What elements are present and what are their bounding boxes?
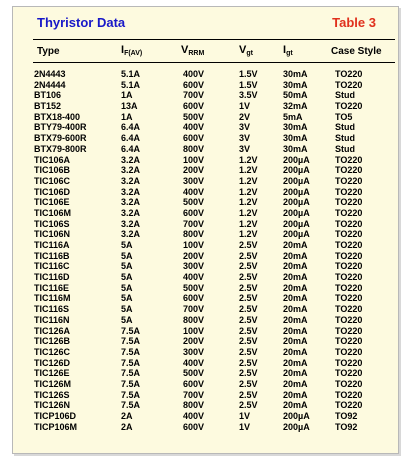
cell-case-style: TO220	[335, 400, 363, 411]
cell-reverse-voltage: 400V	[183, 357, 205, 368]
cell-reverse-voltage: 600V	[183, 293, 205, 304]
cell-gate-current: 30mA	[283, 69, 308, 79]
table-row	[13, 155, 398, 166]
cell-gate-voltage: 2.5V	[239, 240, 258, 250]
cell-gate-voltage: 1V	[239, 411, 251, 421]
cell-gate-voltage: 1.2V	[239, 197, 258, 208]
table-row	[13, 229, 398, 240]
cell-forward-current: 3.2A	[121, 197, 141, 208]
cell-reverse-voltage: 400V	[183, 69, 205, 79]
cell-case-style: TO220	[335, 336, 363, 347]
cell-case-style: TO5	[335, 111, 353, 122]
cell-gate-current: 20mA	[283, 314, 308, 325]
table-row	[13, 379, 398, 390]
cell-gate-current: 200µA	[283, 218, 310, 229]
cell-gate-voltage: 1.2V	[239, 207, 258, 218]
cell-type: TIC116N	[34, 314, 70, 325]
table-row	[13, 422, 398, 433]
cell-type: TIC126E	[34, 368, 70, 379]
cell-type: TIC106N	[34, 229, 71, 240]
cell-gate-current: 20mA	[283, 346, 308, 357]
cell-reverse-voltage: 300V	[183, 346, 205, 357]
cell-forward-current: 5.1A	[121, 69, 141, 79]
cell-forward-current: 13A	[121, 101, 138, 112]
table-row	[13, 315, 398, 326]
cell-forward-current: 7.5A	[121, 378, 141, 389]
table-row	[13, 122, 398, 133]
table-row	[13, 101, 398, 112]
cell-forward-current: 7.5A	[121, 357, 141, 368]
cell-reverse-voltage: 800V	[183, 400, 205, 411]
cell-gate-current: 20mA	[283, 250, 308, 261]
cell-gate-current: 20mA	[283, 304, 308, 315]
table-row	[13, 165, 398, 176]
cell-type: TIC106D	[34, 186, 71, 197]
cell-case-style: TO220	[335, 293, 363, 304]
cell-forward-current: 1A	[121, 90, 133, 101]
cell-reverse-voltage: 500V	[183, 282, 205, 293]
cell-forward-current: 7.5A	[121, 368, 141, 379]
table-row	[13, 261, 398, 272]
cell-case-style: TO220	[335, 282, 363, 293]
cell-case-style: TO220	[335, 240, 363, 250]
cell-case-style: TO220	[335, 229, 363, 240]
cell-type: 2N4444	[34, 79, 66, 90]
cell-type: BTX79-600R	[34, 133, 87, 144]
cell-type: TIC126B	[34, 336, 71, 347]
cell-case-style: Stud	[335, 122, 355, 133]
cell-case-style: Stud	[335, 133, 355, 144]
cell-forward-current: 5A	[121, 261, 133, 272]
cell-reverse-voltage: 500V	[183, 197, 205, 208]
cell-forward-current: 3.2A	[121, 154, 141, 165]
cell-reverse-voltage: 100V	[183, 154, 205, 165]
header-forward-current: $I_{F(AV)}$	[121, 44, 143, 57]
table-row	[13, 197, 398, 208]
cell-case-style: TO92	[335, 411, 358, 421]
cell-gate-current: 20mA	[283, 293, 308, 304]
table-row	[13, 283, 398, 294]
cell-reverse-voltage: 600V	[183, 378, 205, 389]
cell-case-style: TO92	[335, 421, 358, 432]
cell-type: TIC116C	[34, 261, 70, 272]
cell-gate-current: 20mA	[283, 368, 308, 379]
cell-type: TIC106C	[34, 175, 71, 186]
cell-reverse-voltage: 200V	[183, 250, 205, 261]
header-type: Type	[37, 46, 60, 57]
cell-type: TIC116A	[34, 240, 70, 250]
cell-reverse-voltage: 400V	[183, 122, 205, 133]
cell-gate-voltage: 2.5V	[239, 304, 258, 315]
cell-gate-current: 200µA	[283, 229, 310, 240]
header-reverse-voltage: $V_{RRM}$	[181, 44, 205, 57]
cell-reverse-voltage: 700V	[183, 304, 205, 315]
cell-case-style: TO220	[335, 314, 363, 325]
cell-type: TICP106D	[34, 411, 77, 421]
cell-forward-current: 5A	[121, 293, 133, 304]
cell-type: BTY79-400R	[34, 122, 87, 133]
table-row	[13, 69, 398, 80]
cell-gate-voltage: 3V	[239, 143, 251, 154]
cell-type: BTX79-800R	[34, 143, 87, 154]
cell-type: TIC126M	[34, 378, 72, 389]
cell-case-style: TO220	[335, 261, 363, 272]
cell-forward-current: 5A	[121, 240, 133, 250]
cell-gate-current: 200µA	[283, 411, 310, 421]
cell-gate-current: 20mA	[283, 240, 308, 250]
cell-gate-voltage: 1.5V	[239, 79, 258, 90]
cell-forward-current: 2A	[121, 411, 133, 421]
table-row	[13, 208, 398, 219]
cell-gate-voltage: 3.5V	[239, 90, 258, 101]
cell-reverse-voltage: 800V	[183, 143, 205, 154]
cell-reverse-voltage: 700V	[183, 90, 205, 101]
cell-gate-voltage: 2.5V	[239, 378, 258, 389]
cell-gate-current: 5mA	[283, 111, 303, 122]
cell-case-style: TO220	[335, 346, 363, 357]
cell-gate-voltage: 2.5V	[239, 314, 258, 325]
cell-gate-current: 32mA	[283, 101, 308, 112]
table-row	[13, 187, 398, 198]
cell-case-style: TO220	[335, 197, 363, 208]
header-case-style: Case Style	[331, 46, 382, 57]
cell-type: TIC116S	[34, 304, 70, 315]
cell-type: TIC126N	[34, 400, 71, 411]
cell-case-style: TO220	[335, 357, 363, 368]
cell-gate-current: 200µA	[283, 165, 310, 176]
cell-reverse-voltage: 400V	[183, 186, 205, 197]
cell-gate-voltage: 1V	[239, 421, 251, 432]
cell-case-style: TO220	[335, 79, 363, 90]
cell-gate-voltage: 2.5V	[239, 346, 258, 357]
table-title: Thyristor Data	[37, 15, 126, 30]
cell-gate-current: 20mA	[283, 378, 308, 389]
cell-gate-voltage: 1.2V	[239, 229, 258, 240]
cell-gate-current: 20mA	[283, 389, 308, 400]
cell-gate-current: 20mA	[283, 400, 308, 411]
table-row	[13, 347, 398, 358]
cell-forward-current: 5A	[121, 314, 133, 325]
cell-gate-current: 200µA	[283, 207, 310, 218]
cell-type: BT152	[34, 101, 62, 112]
cell-reverse-voltage: 700V	[183, 218, 205, 229]
cell-gate-voltage: 2.5V	[239, 293, 258, 304]
cell-reverse-voltage: 300V	[183, 261, 205, 272]
cell-forward-current: 5A	[121, 272, 133, 283]
table-row	[13, 144, 398, 155]
cell-gate-current: 20mA	[283, 261, 308, 272]
cell-gate-voltage: 1.2V	[239, 218, 258, 229]
cell-reverse-voltage: 100V	[183, 240, 205, 250]
cell-case-style: TO220	[335, 165, 363, 176]
cell-case-style: TO220	[335, 69, 363, 79]
cell-gate-voltage: 2V	[239, 111, 251, 122]
cell-gate-current: 30mA	[283, 143, 308, 154]
header-bottom-rule	[33, 62, 395, 63]
cell-reverse-voltage: 800V	[183, 314, 205, 325]
cell-gate-voltage: 1.2V	[239, 165, 258, 176]
cell-case-style: TO220	[335, 304, 363, 315]
cell-gate-current: 200µA	[283, 421, 310, 432]
cell-type: TIC106E	[34, 197, 70, 208]
cell-gate-voltage: 2.5V	[239, 389, 258, 400]
cell-forward-current: 3.2A	[121, 186, 141, 197]
header-gate-voltage: $V_{gt}$	[239, 44, 253, 57]
cell-case-style: TO220	[335, 218, 363, 229]
cell-type: TIC106A	[34, 154, 71, 165]
cell-forward-current: 5A	[121, 304, 133, 315]
cell-reverse-voltage: 600V	[183, 79, 205, 90]
data-table-card	[12, 6, 399, 454]
title-bar	[13, 7, 398, 35]
cell-case-style: TO220	[335, 207, 363, 218]
column-header-row	[13, 40, 398, 62]
cell-type: TIC106S	[34, 218, 70, 229]
cell-gate-current: 30mA	[283, 79, 308, 90]
table-row	[13, 240, 398, 251]
cell-forward-current: 7.5A	[121, 400, 141, 411]
cell-gate-voltage: 2.5V	[239, 336, 258, 347]
cell-case-style: Stud	[335, 90, 355, 101]
table-row	[13, 90, 398, 101]
cell-forward-current: 2A	[121, 421, 133, 432]
cell-gate-voltage: 3V	[239, 122, 251, 133]
cell-reverse-voltage: 600V	[183, 207, 205, 218]
cell-gate-current: 200µA	[283, 175, 310, 186]
cell-forward-current: 3.2A	[121, 229, 141, 240]
cell-type: TIC106M	[34, 207, 72, 218]
cell-case-style: TO220	[335, 186, 363, 197]
cell-case-style: TO220	[335, 101, 363, 112]
table-row	[13, 411, 398, 422]
cell-gate-voltage: 2.5V	[239, 325, 258, 336]
cell-case-style: TO220	[335, 378, 363, 389]
table-row	[13, 251, 398, 262]
cell-type: TIC116D	[34, 272, 70, 283]
cell-forward-current: 3.2A	[121, 218, 141, 229]
cell-type: TIC126S	[34, 389, 70, 400]
cell-forward-current: 6.4A	[121, 143, 141, 154]
cell-type: 2N4443	[34, 69, 66, 79]
cell-type: TIC116B	[34, 250, 70, 261]
cell-gate-current: 200µA	[283, 197, 310, 208]
cell-gate-voltage: 1.2V	[239, 154, 258, 165]
table-row	[13, 112, 398, 123]
table-body	[13, 69, 398, 432]
cell-type: TIC116M	[34, 293, 71, 304]
cell-gate-current: 20mA	[283, 336, 308, 347]
cell-case-style: TO220	[335, 250, 363, 261]
cell-forward-current: 5A	[121, 282, 133, 293]
cell-case-style: TO220	[335, 154, 363, 165]
table-row	[13, 358, 398, 369]
cell-gate-voltage: 1.2V	[239, 186, 258, 197]
table-row	[13, 272, 398, 283]
cell-forward-current: 3.2A	[121, 207, 141, 218]
cell-reverse-voltage: 600V	[183, 421, 205, 432]
table-row	[13, 368, 398, 379]
cell-case-style: TO220	[335, 368, 363, 379]
cell-type: TICP106M	[34, 421, 78, 432]
cell-gate-current: 20mA	[283, 282, 308, 293]
cell-gate-current: 50mA	[283, 90, 308, 101]
table-row	[13, 390, 398, 401]
cell-forward-current: 5.1A	[121, 79, 141, 90]
cell-type: TIC116E	[34, 282, 70, 293]
cell-forward-current: 7.5A	[121, 336, 141, 347]
table-row	[13, 293, 398, 304]
cell-type: BT106	[34, 90, 62, 101]
cell-reverse-voltage: 500V	[183, 368, 205, 379]
cell-reverse-voltage: 800V	[183, 229, 205, 240]
cell-gate-voltage: 2.5V	[239, 261, 258, 272]
cell-case-style: TO220	[335, 325, 363, 336]
cell-reverse-voltage: 400V	[183, 272, 205, 283]
cell-forward-current: 6.4A	[121, 122, 141, 133]
table-row	[13, 326, 398, 337]
cell-forward-current: 5A	[121, 250, 133, 261]
cell-gate-voltage: 3V	[239, 133, 251, 144]
cell-gate-current: 200µA	[283, 154, 310, 165]
table-row	[13, 219, 398, 230]
cell-case-style: TO220	[335, 389, 363, 400]
cell-gate-current: 30mA	[283, 133, 308, 144]
table-number: Table 3	[332, 15, 376, 30]
cell-gate-current: 20mA	[283, 357, 308, 368]
table-row	[13, 400, 398, 411]
cell-gate-current: 20mA	[283, 272, 308, 283]
cell-gate-voltage: 2.5V	[239, 400, 258, 411]
cell-gate-current: 30mA	[283, 122, 308, 133]
cell-gate-current: 20mA	[283, 325, 308, 336]
cell-reverse-voltage: 300V	[183, 175, 205, 186]
cell-reverse-voltage: 700V	[183, 389, 205, 400]
table-row	[13, 304, 398, 315]
cell-type: BTX18-400	[34, 111, 81, 122]
table-row	[13, 80, 398, 91]
cell-forward-current: 7.5A	[121, 389, 141, 400]
table-row	[13, 336, 398, 347]
cell-forward-current: 3.2A	[121, 175, 141, 186]
cell-gate-current: 200µA	[283, 186, 310, 197]
cell-reverse-voltage: 200V	[183, 336, 205, 347]
cell-gate-voltage: 2.5V	[239, 282, 258, 293]
cell-type: TIC126C	[34, 346, 71, 357]
cell-type: TIC126A	[34, 325, 71, 336]
cell-gate-voltage: 1.2V	[239, 175, 258, 186]
cell-case-style: TO220	[335, 175, 363, 186]
table-row	[13, 133, 398, 144]
cell-reverse-voltage: 600V	[183, 101, 205, 112]
cell-case-style: TO220	[335, 272, 363, 283]
cell-gate-voltage: 1.5V	[239, 69, 258, 79]
cell-reverse-voltage: 200V	[183, 165, 205, 176]
cell-gate-voltage: 2.5V	[239, 368, 258, 379]
cell-forward-current: 7.5A	[121, 346, 141, 357]
cell-gate-voltage: 1V	[239, 101, 251, 112]
cell-type: TIC126D	[34, 357, 71, 368]
cell-gate-voltage: 2.5V	[239, 250, 258, 261]
cell-reverse-voltage: 500V	[183, 111, 205, 122]
table-row	[13, 176, 398, 187]
cell-gate-voltage: 2.5V	[239, 272, 258, 283]
cell-reverse-voltage: 100V	[183, 325, 205, 336]
cell-case-style: Stud	[335, 143, 355, 154]
cell-reverse-voltage: 600V	[183, 133, 205, 144]
cell-gate-voltage: 2.5V	[239, 357, 258, 368]
cell-forward-current: 6.4A	[121, 133, 141, 144]
cell-type: TIC106B	[34, 165, 71, 176]
cell-forward-current: 7.5A	[121, 325, 141, 336]
header-gate-current: $I_{gt}$	[283, 44, 293, 57]
cell-forward-current: 1A	[121, 111, 133, 122]
cell-reverse-voltage: 400V	[183, 411, 205, 421]
cell-forward-current: 3.2A	[121, 165, 141, 176]
